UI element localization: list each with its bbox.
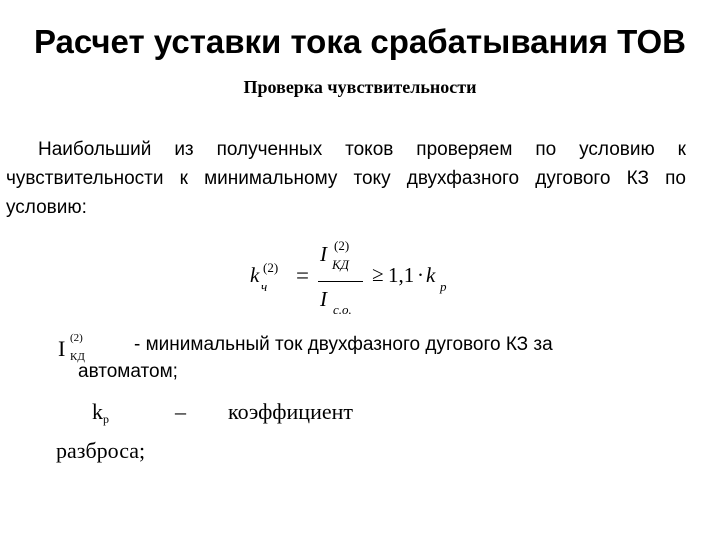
section-subtitle: Проверка чувствительности bbox=[243, 77, 477, 97]
definition-current-superscript: (2) bbox=[70, 332, 83, 344]
formula-rhs-symbol: k bbox=[426, 263, 436, 287]
formula-denominator-subscript: с.о. bbox=[333, 302, 352, 317]
page-title: Расчет уставки тока срабатывания ТОВ bbox=[33, 23, 687, 60]
sensitivity-formula bbox=[0, 228, 720, 328]
formula-numerator-symbol: I bbox=[320, 242, 327, 266]
definition-current-text-continuation: автоматом; bbox=[78, 361, 178, 382]
formula-lhs-superscript: (2) bbox=[263, 260, 279, 275]
formula-lhs-subscript: ч bbox=[261, 279, 268, 294]
definition-coefficient-text: коэффициент bbox=[228, 399, 354, 424]
formula-rhs-subscript: р bbox=[440, 279, 447, 294]
formula-numerator-subscript: КД bbox=[332, 257, 349, 272]
definition-coefficient-dash: – bbox=[175, 399, 186, 424]
formula-numerator-superscript: (2) bbox=[334, 238, 350, 253]
body-paragraph: Наибольший из полученных токов проверяем по условию к чувствительности к минимальному току двухфазного дугового КЗ по условию: bbox=[6, 139, 686, 218]
formula-denominator-symbol: I bbox=[320, 287, 327, 311]
formula-relation-sign: ≥ bbox=[372, 262, 384, 286]
definition-coefficient-letter: k bbox=[92, 399, 103, 424]
definition-current-subscript: КД bbox=[70, 351, 85, 363]
fraction-bar bbox=[318, 281, 363, 282]
definition-coefficient-symbol bbox=[92, 398, 109, 433]
definition-coefficient-subscript: р bbox=[103, 412, 109, 426]
formula-coefficient: 1,1 bbox=[388, 263, 415, 287]
definition-current-symbol bbox=[58, 332, 85, 363]
formula-multiply-dot: · bbox=[417, 263, 424, 287]
definition-coefficient-text-continuation: разброса; bbox=[56, 438, 146, 463]
definition-current-kd bbox=[58, 330, 692, 390]
formula-equals-sign: = bbox=[296, 263, 309, 288]
definition-current-letter: I bbox=[58, 336, 66, 361]
definition-current-text: - минимальный ток двухфазного дугового КЗ за bbox=[134, 334, 553, 355]
formula-lhs-symbol: k bbox=[250, 263, 260, 287]
